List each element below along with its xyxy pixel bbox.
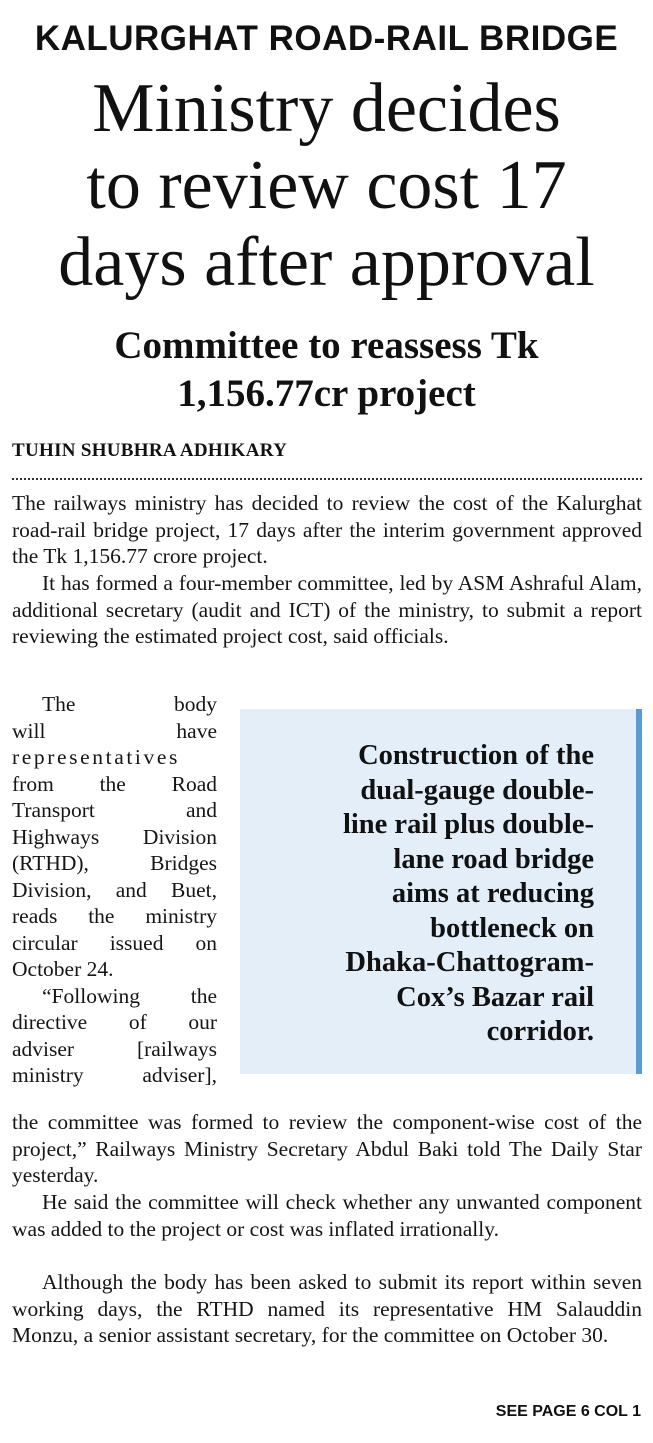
pull-quote-line: aims at reducing xyxy=(391,878,594,909)
narrow-line: October 24. xyxy=(12,957,114,981)
narrow-line: “Following the xyxy=(42,983,217,1008)
pull-quote-line: Cox’s Bazar rail xyxy=(396,981,594,1013)
narrow-line: The body xyxy=(42,692,217,716)
narrow-line: from the Road xyxy=(12,771,217,796)
narrow-line: Division, and Buet, xyxy=(12,877,217,902)
headline xyxy=(0,70,653,301)
pull-quote-line: lane road bridge xyxy=(393,843,594,875)
headline-line: Ministry decides xyxy=(92,70,561,147)
headline-line: days after approval xyxy=(58,224,595,301)
narrow-line: directive of our xyxy=(12,1010,217,1034)
narrow-line: circular issued on xyxy=(12,930,217,955)
pull-quote xyxy=(240,709,642,1074)
pull-quote-line: Dhaka-Chattogram- xyxy=(345,947,594,978)
paragraph-6: Although the body has been asked to submit its report within seven working days, the RTHD named its representative HM Salauddin Monzu, a senior assistant secretary, for the committee on October 30. xyxy=(12,1270,642,1347)
divider xyxy=(12,478,642,480)
narrow-line: reads the ministry xyxy=(12,904,217,928)
pull-quote-text xyxy=(264,739,594,1050)
narrow-line: representatives xyxy=(12,745,180,769)
narrow-line: (RTHD), Bridges xyxy=(12,851,217,875)
narrow-column xyxy=(12,691,217,1089)
pull-quote-line: corridor. xyxy=(486,1016,594,1047)
pull-quote-line: Construction of the xyxy=(358,740,594,771)
narrow-line: adviser [railways xyxy=(12,1036,217,1061)
narrow-line: ministry adviser], xyxy=(12,1063,217,1087)
paragraph-5: He said the committee will check whether any unwanted component was added to the project or cost was inflated irrationally. xyxy=(12,1190,642,1241)
subheadline-line: 1,156.77cr project xyxy=(177,372,476,415)
paragraph-2: It has formed a four-member committee, led by ASM Ashraful Alam, additional secretary (audit and ICT) of the ministry, to submit a report reviewing the estimated project cost, said officials. xyxy=(12,571,642,648)
paragraph-4-continued: the committee was formed to review the component-wise cost of the project,” Railways Ministry Secretary Abdul Baki told The Daily Star yesterday. xyxy=(12,1110,642,1187)
pull-quote-line: line rail plus double- xyxy=(342,809,594,840)
subheadline-line: Committee to reassess Tk xyxy=(114,324,539,367)
narrow-line: Transport and xyxy=(12,798,217,822)
byline: TUHIN SHUBHRA ADHIKARY xyxy=(12,440,288,461)
narrow-line: Highways Division xyxy=(12,824,217,849)
headline-line: to review cost 17 xyxy=(86,147,567,224)
paragraph-1: The railways ministry has decided to review the cost of the Kalurghat road-rail bridge project, 17 days after the interim government approved the Tk 1,156.77 crore project. xyxy=(12,491,642,568)
kicker: KALURGHAT ROAD-RAIL BRIDGE xyxy=(34,19,619,58)
pull-quote-line: bottleneck on xyxy=(430,912,594,944)
continuation-link[interactable]: SEE PAGE 6 COL 1 xyxy=(495,1403,641,1420)
narrow-line: will have xyxy=(12,718,217,743)
subheadline xyxy=(0,322,653,418)
pull-quote-line: dual-gauge double- xyxy=(360,774,594,806)
